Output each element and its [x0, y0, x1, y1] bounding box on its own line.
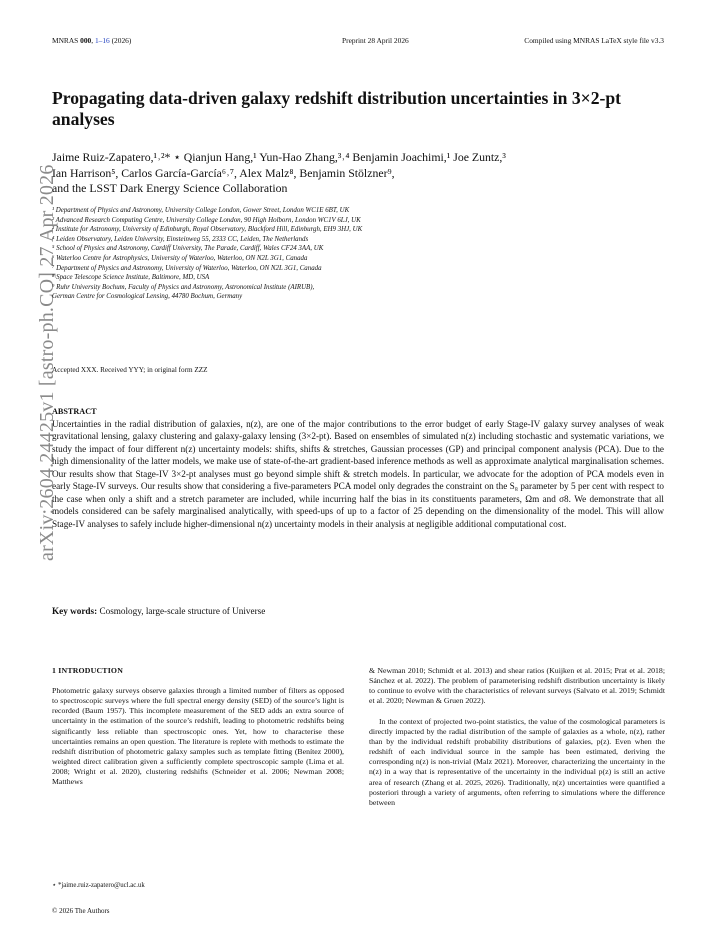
- affiliation-item: ³ Institute for Astronomy, University of Edinburgh, Royal Observatory, Blackford Hill, Edinburgh, EH9 3HJ, UK: [52, 226, 363, 234]
- affiliation-list: [52, 206, 672, 302]
- paragraph: In the context of projected two-point statistics, the value of the cosmological parameters is directly impacted by the radial distribution of the sample of galaxies as a whole, n(z), rather than by the individual redshift probability distributions of galaxies, p(z). Even when the redshift of each individual source in the sample has been estimated, deriving the corresponding n(z) is non-trivial (Malz 2021). Moreover, characterizing the uncertainty in the n(z) in a way that is representative of the uncertainty in the individual p(z) is still an active area of research (Zhang et al. 2025, 2026). Traditionally, n(z) uncertainties were quantified a posteriori through a variety of arguments, often referring to simulations where the difference between: [369, 716, 665, 807]
- affiliation-item: ⁷ Department of Physics and Astronomy, University of Waterloo, Waterloo, ON N2L 3G1, Canada: [52, 264, 322, 272]
- page-range-link[interactable]: 1–16: [94, 36, 110, 45]
- author-list: [52, 150, 672, 197]
- copyright-line: © 2026 The Authors: [52, 907, 110, 915]
- affiliation-item: ⁵ School of Physics and Astronomy, Cardiff University, The Parade, Cardiff, Wales CF24 3AA, UK: [52, 245, 324, 253]
- accepted-received-line: Accepted XXX. Received YYY; in original form ZZZ: [52, 366, 208, 374]
- running-header-left: MNRAS 000, 1–16 (2026): [52, 36, 132, 45]
- affiliation-item: ⁶ Waterloo Centre for Astrophysics, University of Waterloo, Waterloo, ON N2L 3G1, Canada: [52, 254, 308, 262]
- paragraph: Photometric galaxy surveys observe galaxies through a limited number of filters as opposed to spectroscopic surveys where the full spectral energy density (SED) of the source’s light is recorded (Baum 1957). This incomplete measurement of the SED adds an extra source of uncertainty in the estimation of the source’s redshift, leading to photometric redshifts being significantly less reliable than spectroscopic ones. Yet, how to characterise these uncertainties remains an open question. The literature is replete with methods to estimate the redshift distribution of photometric galaxy samples such as template fitting (Benítez 2000), weighted direct calibration given a sufficiently complete spectroscopic sample (Lima et al. 2008; Wright et al. 2020), clustering redshifts (Schneider et al. 2006; Newman 2008; Matthews: [52, 686, 344, 787]
- author-line-2: Ian Harrison⁵, Carlos García-García⁶˒⁷, Alex Malz⁸, Benjamin Stölzner⁹,: [52, 165, 395, 180]
- author-line-3: and the LSST Dark Energy Science Collaboration: [52, 181, 288, 196]
- arxiv-identifier: arXiv:2604.24425v1 [astro-ph.CO] 27 Apr 2026: [36, 164, 58, 561]
- affiliation-item: ² Advanced Research Computing Centre, University College London, 90 High Holborn, London WC1V 6LJ, UK: [52, 216, 361, 224]
- paper-title: Propagating data-driven galaxy redshift distribution uncertainties in 3×2-pt analyses: [52, 88, 621, 129]
- running-header-right: Compiled using MNRAS LaTeX style file v3.3: [524, 36, 664, 45]
- body-column-right: [369, 666, 665, 808]
- affiliation-item: German Centre for Cosmological Lensing, 44780 Bochum, Germany: [52, 293, 243, 301]
- running-header-center: Preprint 28 April 2026: [342, 36, 409, 45]
- abstract-body: Uncertainties in the radial distribution of galaxies, n(z), are one of the major contributions to the error budget of early Stage-IV galaxy survey analyses of weak gravitational lensing, galaxy clustering and galaxy-galaxy lensing (3×2-pt). Based on ensembles of simulated n(z) including stochastic and systematic variations, we study the impact of four different n(z) uncertainty models: shifts, shifts & stretches, Gaussian processes (GP) and principal component analysis (PCA). Due to the high dimensionality of the latter models, we make use of state-of-the-art gradient-based inference methods as well as approximate analytical marginalisation schemes. Our results show that Stage-IV 3×2-pt analyses must go beyond simple shift & stretch models. In particular, we advocate for the adoption of PCA models even in early Stage-IV surveys. Our results show that considering a five-parameters PCA model only degrades the constraint on the S₈ parameter by 5 per cent with respect to the case when only a shift and a stretch parameter are included, while incurring half the bias in its constituents parameters, Ωm and σ8. We demonstrate that all models considered can be safely marginalised analytically, with speed-ups of up to a factor of 25 depending on the dimensionality of the model. This will allow Stage-IV analyses to safely include higher-dimensional n(z) uncertainty models in their analysis at negligible additional computational cost.: [52, 419, 664, 529]
- affiliation-item: ⁹ Ruhr University Bochum, Faculty of Physics and Astronomy, Astronomical Institute (AIRUB),: [52, 283, 315, 291]
- keywords: [52, 606, 265, 616]
- corresponding-author-footnote: ⋆ *jaime.ruiz-zapatero@ucl.ac.uk: [52, 882, 145, 889]
- affiliation-item: ⁸ Space Telescope Science Institute, Baltimore, MD, USA: [52, 274, 210, 282]
- author-line-1: Jaime Ruiz-Zapatero,¹˒²* ⋆ Qianjun Hang,¹ Yun-Hao Zhang,³˒⁴ Benjamin Joachimi,¹ Joe Zuntz,³: [52, 150, 506, 164]
- body-column-left: [52, 686, 344, 788]
- keywords-text: Cosmology, large-scale structure of Universe: [99, 606, 266, 616]
- section-heading-introduction: 1 INTRODUCTION: [52, 666, 124, 675]
- keywords-label: Key words:: [52, 606, 98, 616]
- affiliation-item: ⁴ Leiden Observatory, Leiden University, Einsteinweg 55, 2333 CC, Leiden, The Netherlands: [52, 235, 309, 243]
- affiliation-item: ¹ Department of Physics and Astronomy, University College London, Gower Street, London WC1E 6BT, UK: [52, 207, 350, 214]
- paragraph: & Newman 2010; Schmidt et al. 2013) and shear ratios (Kuijken et al. 2015; Prat et al. 2018; Sánchez et al. 2022). The problem of parameterising redshift distribution uncertainty is likely to continue to evolve with the characteristics of relevant surveys (Salvato et al. 2019; Schmidt et al. 2020; Newman & Gruen 2022).: [369, 666, 665, 706]
- abstract-heading: ABSTRACT: [52, 407, 97, 416]
